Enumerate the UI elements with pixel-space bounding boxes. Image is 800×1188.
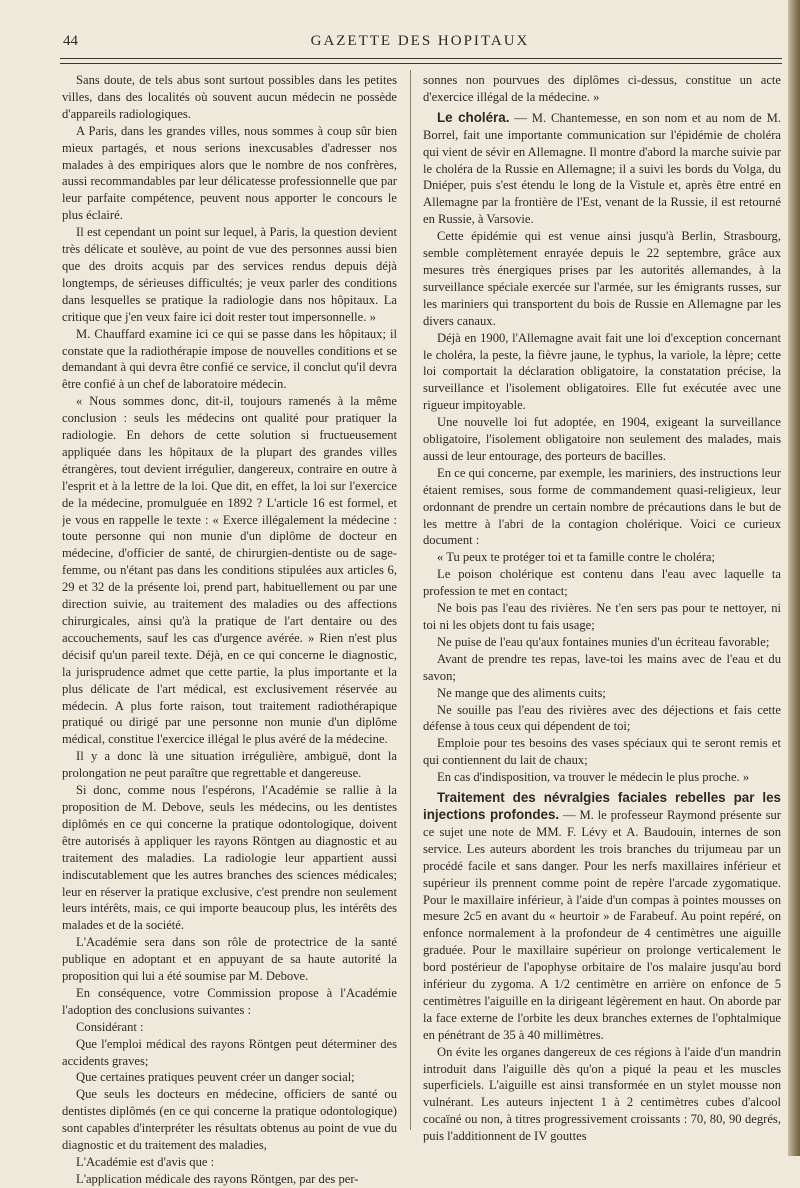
paragraph: En conséquence, votre Commission propose à l'Académie l'adoption des conclusions suivantes : — [62, 985, 397, 1017]
paragraph: Que l'emploi médical des rayons Röntgen peut déterminer des accidents graves; — [62, 1036, 397, 1068]
paragraph: Que certaines pratiques peuvent créer un danger social; — [76, 1070, 355, 1085]
quote-line: « Tu peux te protéger toi et ta famille contre le choléra; — [437, 550, 716, 565]
quote-line: Ne bois pas l'eau des rivières. Ne t'en sers pas pour te nettoyer, ni toi ni les objets dont tu fais usage; — [423, 601, 781, 632]
quote-line: Le poison cholérique est contenu dans l'eau avec laquelle ta profession te met en contact; — [423, 567, 781, 599]
paragraph: Que seuls les docteurs en médecine, officiers de santé ou dentistes diplômés (en ce qui concerne la pratique odontologique) sont capables d'interpréter les résultats obtenus au point de vue du diagnostic et du traitement des maladies, — [62, 1087, 397, 1153]
paragraph: L'Académie sera dans son rôle de protectrice de la santé publique en adoptant et en appuyant de sa haute autorité la proposition qui lui a été soumise par M. Debove. — [62, 935, 397, 984]
paragraph: L'Académie est d'avis que : — [76, 1155, 215, 1169]
paragraph: Une nouvelle loi fut adoptée, en 1904, exigeant la surveillance obligatoire, l'isolement obligatoire non seulement des malades, mais aussi de leur entourage, des porteurs de bacilles. — [423, 415, 781, 463]
paragraph: Déjà en 1900, l'Allemagne avait fait une loi d'exception concernant le choléra, la peste, la fièvre jaune, le typhus, la variole, la lèpre; cette loi comportait la déclaration obligatoire, la constatation précise, la surveillance et l'isolement obligatoires. Elle fut exécutée avec une rigueur impitoyable. — [423, 330, 781, 413]
paragraph: A Paris, dans les grandes villes, nous sommes à coup sûr bien mieux partagés, et nous serions inexcusables d'adresser nos malades à des empiriques alors que le nombre de nos confrères, aussi recommandables par leur délicatesse professionnelle que par leur parfaite compétence, peuvent nous apporter le concours le plus éclairé. — [62, 123, 397, 223]
quote-line: En cas d'indisposition, va trouver le médecin le plus proche. » — [437, 770, 750, 785]
running-header — [58, 33, 782, 53]
paragraph: sonnes non pourvues des diplômes ci-dessus, constitue un acte d'exercice illégal de la médecine. » — [423, 73, 781, 104]
page-number: 44 — [63, 33, 78, 49]
quote-line: Ne mange que des aliments cuits; — [437, 685, 606, 700]
paragraph: Il est cependant un point sur lequel, à Paris, la question devient très délicate et soulève, au point de vue des personnes aussi bien que des droits acquis par des services rendus depuis déjà longtemps, de sérieuses difficultés; je veux parler des conditions dans lesquelles se pratique la radiologie dans nos hôpitaux. La critique que j'en veux faire ici doit rester tout impersonnelle. » — [62, 225, 397, 324]
cholera-section — [423, 110, 781, 228]
paragraph-text: — M. le professeur Raymond présente sur ce sujet une note de MM. F. Lévy et A. Baudouin, internes de son service. Les auteurs abordent les trois branches du trijumeau par un procédé facile et sans danger. Pour les nerfs maxillaires inférieur et supérieur ils prennent comme point de repère l'arcade zygomatique. Pour le maxillaire inférieur, à l'aide d'un compas à pointes mousses on mesure 2c5 en avant du « heurtoir » de Farabeuf. Au point repéré, on enfonce normalement à la profondeur de 4 centimètres une aiguille graduée. Pour le maxillaire supérieur on prolonge verticalement le bord postérieur de l'apophyse orbitaire de l'os malaire jusqu'au bord inférieur du zygoma. A 1/2 centimètre en arrière on enfonce de 5 centimètres l'aiguille en la dirigeant légèrement en haut. On aborde par la face externe de l'orbite les deux branches externes de l'ophtalmique en pénétrant de 35 à 40 millimètres. — [423, 807, 781, 1042]
paragraph: M. Chauffard examine ici ce qui se passe dans les hôpitaux; il constate que la radiothérapie impose de nouvelles conditions et se demandant à qui devra être confié ce service, il conclut qu'il devra être confié à un chef de laboratoire médecin. — [62, 326, 397, 392]
paragraph: Sans doute, de tels abus sont surtout possibles dans les petites villes, dans des localités où souvent aucun médecin ne possède d'appareils radiologiques. — [62, 73, 397, 121]
header-rule — [60, 58, 782, 59]
section-heading: Traitement des névralgies faciales rebelles par les injections profondes. — [423, 790, 781, 822]
paragraph: Considérant : — [76, 1019, 144, 1034]
section-heading: Le choléra. — [437, 109, 510, 125]
column-divider — [410, 70, 411, 1130]
paragraph: « Nous sommes donc, dit-il, toujours ramenés à la même conclusion : seuls les médecins ont qualité pour pratiquer la radiologie. En dehors de cette solution si fructueusement appliquée dans les hôpitaux de la plupart des grandes villes étrangères, tout devient irrégulier, dangereux, contraire en outre à l'esprit et à la lettre de la loi. Que dit, en effet, la loi sur l'exercice de la médecine, promulguée en 1892 ? L'article 16 est formel, et je vous en rappelle le texte : « Exerce illégalement la médecine : toute personne qui non munie d'un diplôme de docteur en médecine, d'officier de santé, de chirurgien-dentiste ou de sage-femme, ou n'étant pas dans les conditions stipulées aux articles 6, 29 et 32 de la présente loi, prend part, habituellement ou par une direction suivie, au traitement des maladies ou des affections chirurgicales, ainsi qu'à la pratique de l'art dentaire ou des accouchements, sauf les cas d'urgence avérée. » Rien n'est plus décisif qu'un pareil texte. Déjà, en ce qui concerne le diagnostic, la jurisprudence admet que cette partie, la plus importante et la plus délicate de l'art médical, est exclusivement réservée au médecin. A plus forte raison, tout traitement radiothérapique pratiqué ou dirigé par une personne non munie d'un diplôme médical, constitue l'exercice illégal le plus avéré de la médecine. — [62, 394, 397, 747]
quote-line: Ne souille pas l'eau des rivières avec des déjections et fais cette défense à tous ceux qui dépendent de toi; — [423, 702, 781, 734]
quote-line: Emploie pour tes besoins des vases spéciaux qui te seront remis et qui contiennent du lait de chaux; — [423, 736, 781, 768]
paragraph: Cette épidémie qui est venue ainsi jusqu'à Berlin, Strasbourg, semble complètement enrayée depuis le 22 septembre, grâce aux mesures très énergiques prises par les autorités allemandes, à la surveillance spéciale exercée sur l'armée, sur les émigrants russes, sur les mariniers qui transportent du bois de Russie en Allemagne par les divers canaux. — [423, 229, 781, 328]
right-column — [423, 72, 781, 1145]
neuralgia-section — [423, 790, 781, 1044]
paragraph: L'application médicale des rayons Röntgen, par des per- — [76, 1171, 359, 1186]
page-edge-shadow — [788, 0, 800, 1156]
paragraph: En ce qui concerne, par exemple, les mariniers, des instructions leur étaient remises, sous forme de commandement quasi-religieux, leur ordonnant de prendre un certain nombre de précautions dans le but de les mettre à l'abri de la contagion cholérique. Voici ce curieux document : — [423, 465, 781, 548]
quote-line: Ne puise de l'eau qu'aux fontaines munies d'un écriteau favorable; — [437, 634, 770, 649]
paragraph: Il y a donc là une situation irrégulière, ambiguë, dont la prolongation ne peut paraître que regrettable et dangereuse. — [62, 749, 397, 781]
quote-line: Avant de prendre tes repas, lave-toi les mains avec de l'eau et du savon; — [423, 651, 781, 683]
header-rule-thin — [60, 63, 782, 64]
paragraph: On évite les organes dangereux de ces régions à l'aide d'un mandrin introduit dans l'aiguille dès qu'on a piqué la peau et les muscles superficiels. L'aiguille est ainsi transformée en un stylet mousse non vulnérant. Les auteurs injectent 1 à 2 centimètres cubes d'alcool cocaïné ou non, à titres progressivement croissants : 70, 80, 90 degrés, puis l'additionnent de IV gouttes — [423, 1044, 781, 1144]
paragraph-text: — M. Chantemesse, en son nom et au nom de M. Borrel, fait une importante communication sur l'épidémie de choléra qui vient de sévir en Allemagne. Il montre d'abord la marche suivie par le choléra de la Russie en Allemagne; il a suivi les bords du Volga, du Dniéper, puis s'est étendu le long de la Vistule et, après être entré en Allemagne par la frontière de l'Est, venant de la Russie, il est retourné en Russie, à Varsovie. — [423, 110, 781, 227]
left-column — [62, 72, 397, 1188]
journal-title: GAZETTE DES HOPITAUX — [310, 33, 530, 49]
paragraph: Si donc, comme nous l'espérons, l'Académie se rallie à la proposition de M. Debove, seuls les médecins, ou les dentistes diplômés en ce qui concerne la pratique odontologique, doivent être autorisés à appliquer les rayons Röntgen au diagnostic et au traitement des maladies. La radiologie leur appartient aussi indiscutablement que les autres branches des sciences médicales; leur en réserver la pratique exclusive, c'est prendre non seulement leurs intérêts, mais, ce qui importe beaucoup plus, les intérêts des malades et de la société. — [62, 783, 397, 933]
